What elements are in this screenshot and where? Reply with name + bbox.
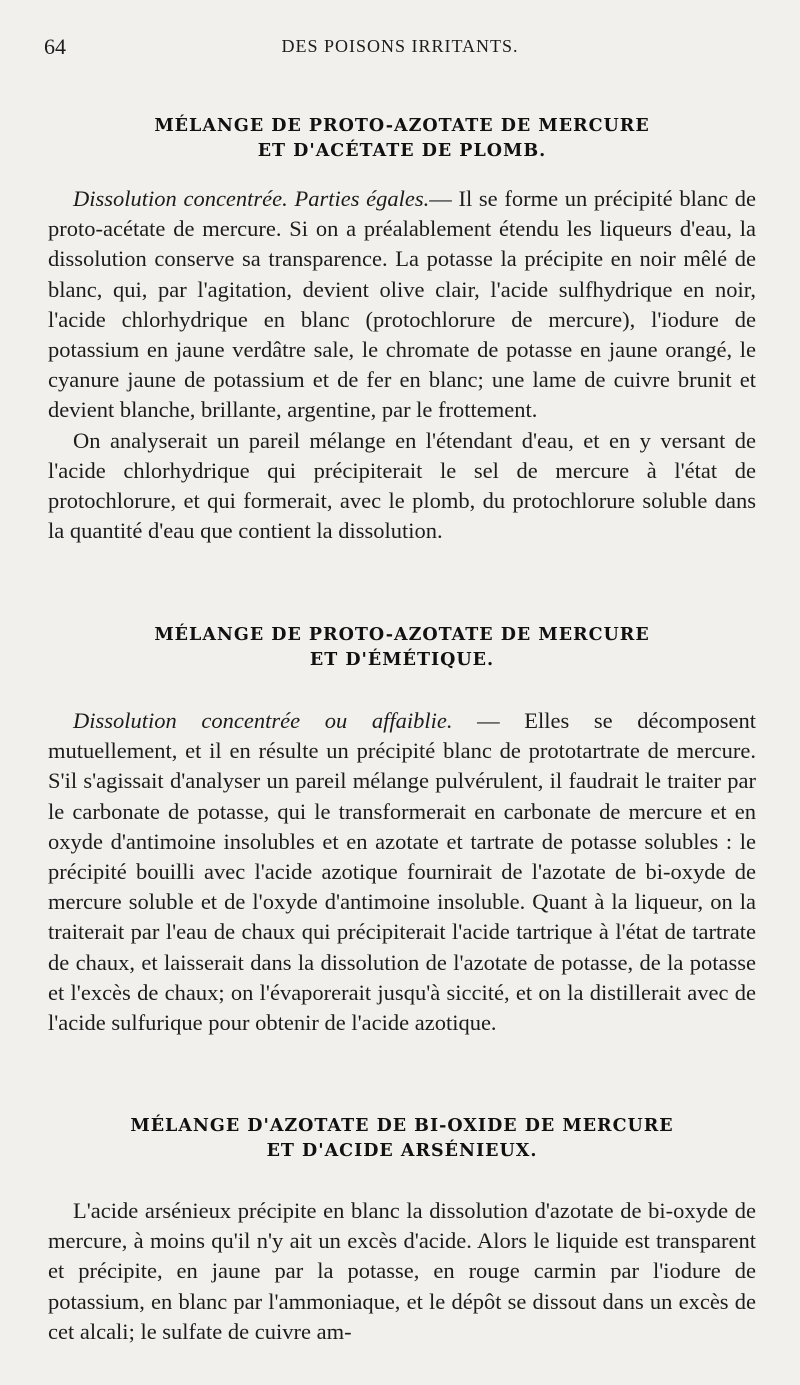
section-title-3: [48, 1114, 756, 1164]
section-body-3: [48, 1196, 756, 1347]
paragraph-text: L'acide arsénieux précipite en blanc la dissolution d'azotate de bi-oxyde de mercure, à moins qu'il n'y ait un excès d'acide. Alors le liquide est transparent et précipite, en jaune par la potasse, en rouge carmin par l'iodure de potassium, en blanc par l'ammoniaque, et le dépôt se dissout dans un excès de cet alcali; le sulfate de cuivre am-: [48, 1198, 756, 1344]
section-body-1: [48, 184, 756, 546]
paragraph: [48, 1196, 756, 1347]
paragraph-lead: Dissolution concentrée. Parties égales.: [73, 186, 430, 211]
section-title-line: MÉLANGE DE PROTO-AZOTATE DE MERCURE: [154, 116, 650, 136]
section-body-2: [48, 706, 756, 1038]
section-title-line: ET D'ÉMÉTIQUE.: [309, 650, 495, 670]
paragraph: [48, 184, 756, 426]
paragraph-text: On analyserait un pareil mélange en l'étendant d'eau, et en y versant de l'acide chlorhydrique qui précipiterait le sel de mercure à l'état de protochlorure, et qui formerait, avec le plomb, du protochlorure soluble dans la quantité d'eau que contient la dissolution.: [48, 427, 756, 544]
page-header: [44, 34, 756, 60]
section-title-line: MÉLANGE D'AZOTATE DE BI-OXIDE DE MERCURE: [130, 1116, 674, 1136]
page-number: 64: [44, 34, 66, 59]
section-title-line: ET D'ACÉTATE DE PLOMB.: [257, 141, 547, 161]
paragraph-text: — Elles se décomposent mutuellement, et il en résulte un précipité blanc de prototartrate de mercure. S'il s'agissait d'analyser un pareil mélange pulvérulent, il faudrait le traiter par le carbonate de potasse, qui le transformerait en carbonate de mercure et en oxyde d'antimoine insolubles et en azotate et tartrate de potasse solubles : le précipité bouilli avec l'acide azotique fournirait de l'azotate de bi-oxyde de mercure soluble et de l'oxyde d'antimoine insoluble. Quant à la liqueur, on la traiterait par l'eau de chaux qui précipiterait l'acide tartrique à l'état de tartrate de chaux, et laisserait dans la dissolution de l'azotate de potasse, de la potasse et l'excès de chaux; on l'évaporerait jusqu'à siccité, et on la distillerait avec de l'acide sulfurique pour obtenir de l'acide azotique.: [48, 708, 757, 1036]
paragraph: [48, 706, 756, 1038]
paragraph-text: — Il se forme un précipité blanc de proto-acétate de mercure. Si on a préalablement étendu les liqueurs d'eau, la dissolution conserve sa transparence. La potasse la précipite en noir mêlé de blanc, qui, par l'agitation, devient olive clair, l'acide sulfhydrique en noir, l'acide chlorhydrique en blanc (protochlorure de mercure), l'iodure de potassium en jaune verdâtre sale, le chromate de potasse en jaune orangé, le cyanure jaune de potassium et de fer en blanc; une lame de cuivre brunit et devient blanche, brillante, argentine, par le frottement.: [48, 186, 756, 423]
section-title-2: [48, 623, 756, 673]
running-title: DES POISONS IRRITANTS.: [281, 36, 519, 56]
section-title-line: ET D'ACIDE ARSÉNIEUX.: [266, 1141, 538, 1161]
paragraph-lead: Dissolution concentrée ou affaiblie.: [73, 708, 453, 733]
section-title-1: [48, 114, 756, 164]
section-title-line: MÉLANGE DE PROTO-AZOTATE DE MERCURE: [154, 625, 650, 645]
paragraph: [48, 426, 756, 547]
